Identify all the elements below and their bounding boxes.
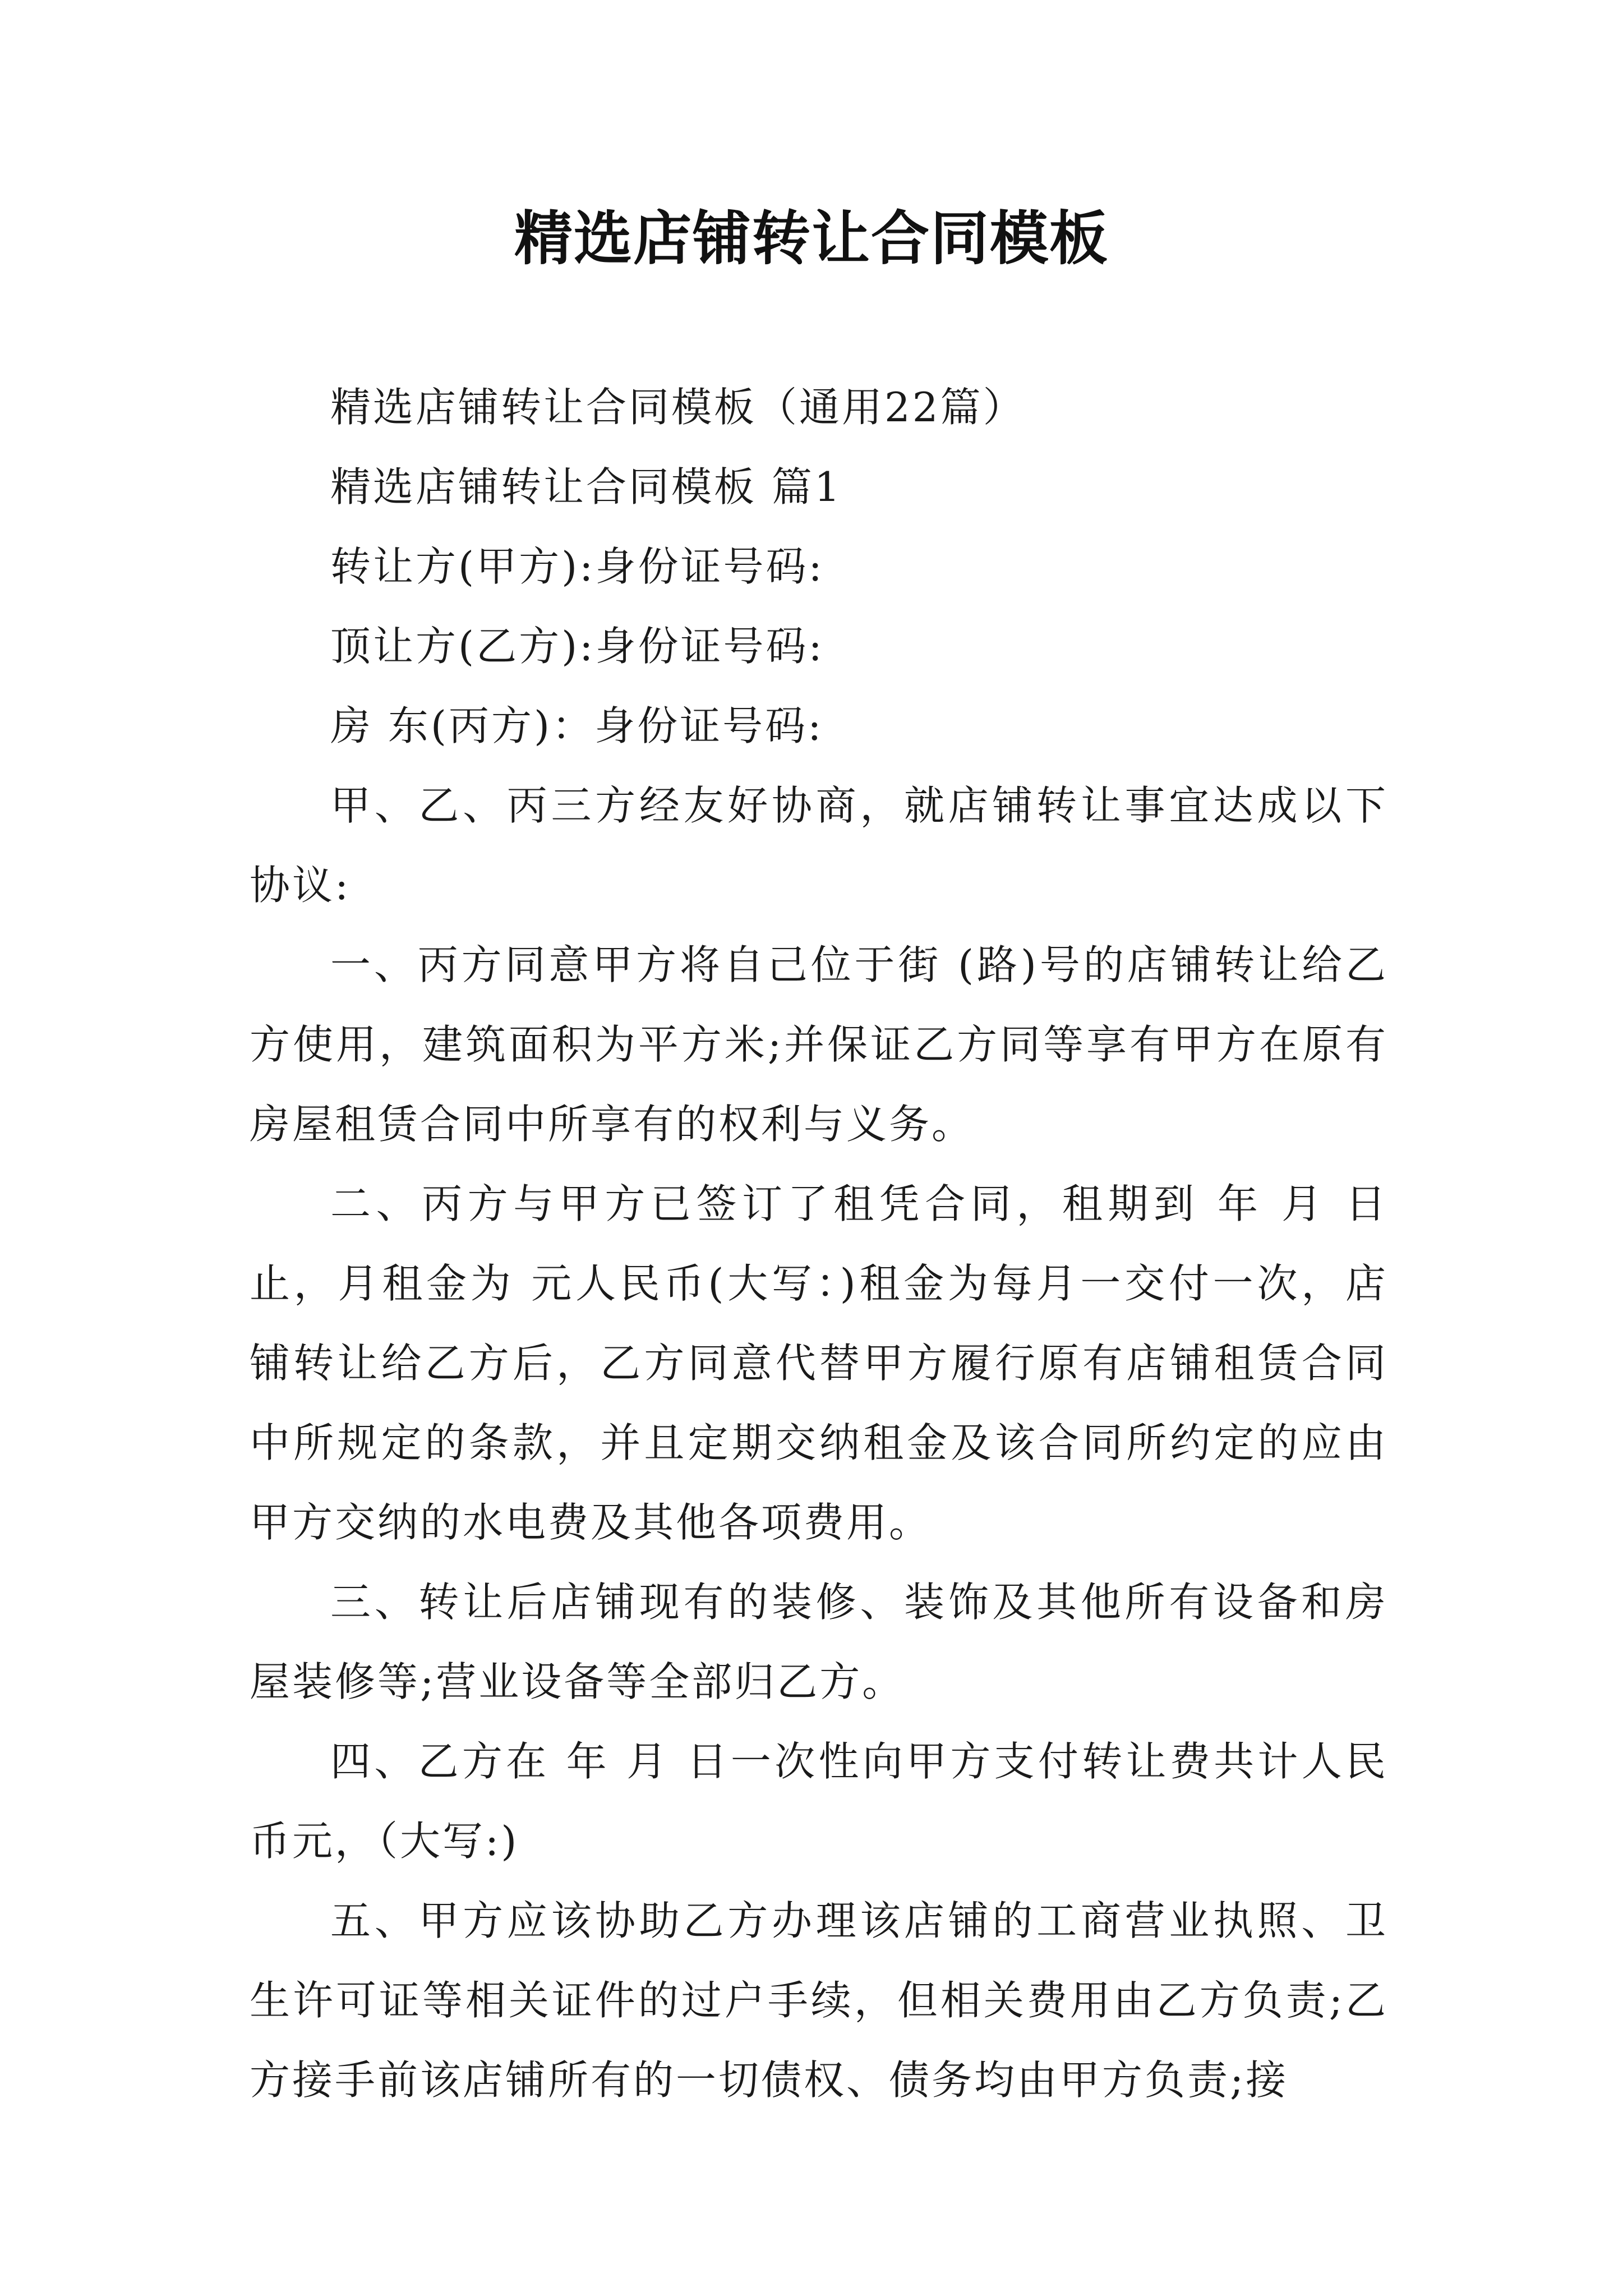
paragraph-clause-2: 二、丙方与甲方已签订了租凭合同，租期到 年 月 日止，月租金为 元人民币(大写：)租金为每月一交付一次，店铺转让给乙方后，乙方同意代替甲方履行原有店铺租赁合同中所规定的条款，并且定期交纳租金及该合同所约定的应由甲方交纳的水电费及其他各项费用。 — [250, 1180, 1388, 1546]
paragraph-clause-5: 五、甲方应该协助乙方办理该店铺的工商营业执照、卫生许可证等相关证件的过户手续，但相关费用由乙方负责;乙方接手前该店铺所有的一切债权、债务均由甲方负责;接 — [250, 1897, 1388, 2104]
document-body — [250, 367, 1388, 2120]
paragraph-party-a: 转让方(甲方):身份证号码: — [330, 543, 824, 590]
paragraph-clause-4: 四、乙方在 年 月 日一次性向甲方支付转让费共计人民币元，（大写:) — [250, 1738, 1388, 1865]
paragraph-party-c: 房 东(丙方)：身份证号码: — [330, 702, 824, 749]
paragraph-clause-3: 三、转让后店铺现有的装修、装饰及其他所有设备和房屋装修等;营业设备等全部归乙方。 — [250, 1579, 1388, 1705]
paragraph-subtitle: 精选店铺转让合同模板（通用22篇） — [330, 384, 1026, 431]
document-title: 精选店铺转让合同模板 — [514, 204, 1109, 273]
paragraph-clause-1: 一、丙方同意甲方将自己位于街 (路)号的店铺转让给乙方使用，建筑面积为平方米;并保证乙方同等享有甲方在原有房屋租赁合同中所享有的权利与义务。 — [250, 941, 1388, 1148]
paragraph-section-heading: 精选店铺转让合同模板 篇1 — [330, 463, 842, 510]
paragraph-party-b: 顶让方(乙方):身份证号码: — [330, 623, 824, 670]
paragraph-preamble: 甲、乙、丙三方经友好协商，就店铺转让事宜达成以下协议: — [250, 782, 1388, 909]
